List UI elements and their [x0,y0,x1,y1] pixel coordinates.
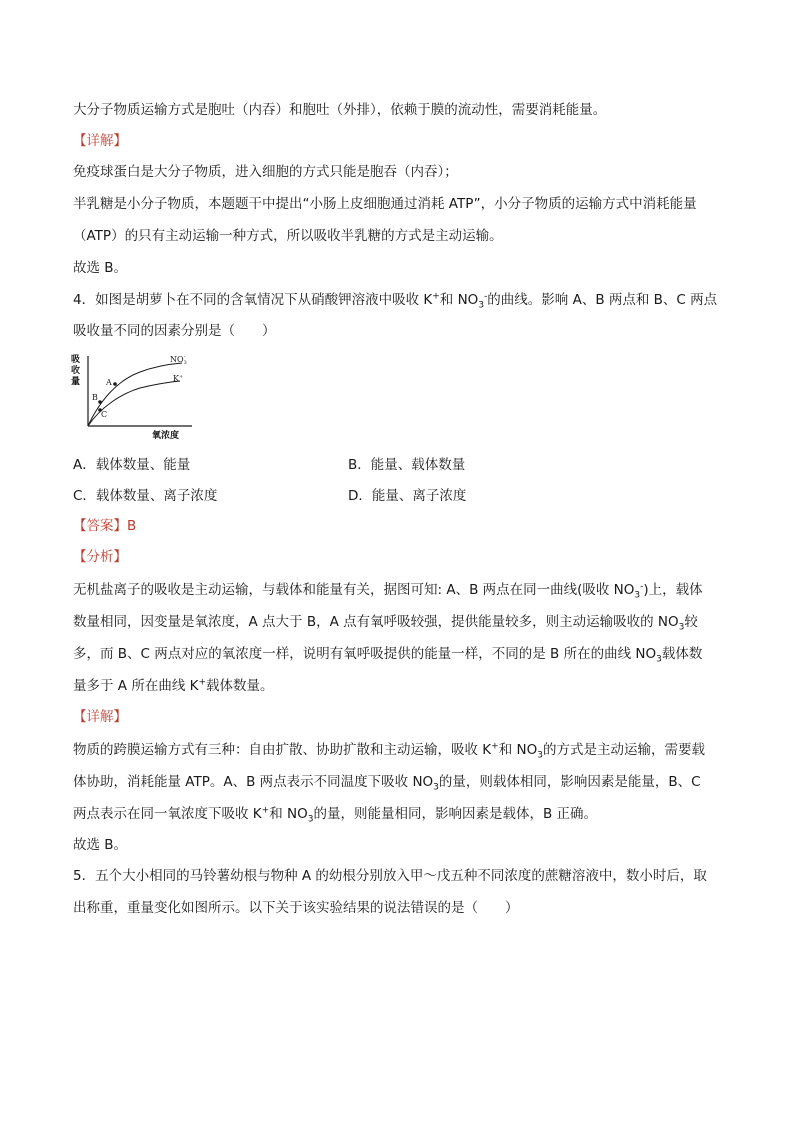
k-series-label: K+ [173,374,184,383]
q5-stem-line-1: 5．五个大小相同的马铃薯幼根与物种 A 的幼根分别放入甲～戊五种不同浓度的蔗糖溶液中，数小时后，取 [73,868,707,884]
x-axis-label: 氧浓度 [152,431,180,441]
q4-stem-line-2: 吸收量不同的因素分别是（ ） [73,323,276,339]
no3-series-label: $NO_3-$ [170,354,187,366]
detail-line-3: 两点表示在同一氧浓度下吸收 K+和 $NO_3$的量，则能量相同，影响因素是载体，B 正确。 [73,805,598,825]
q4-conclusion: 故选 B。 [73,837,128,853]
prev-detail-line-1: 免疫球蛋白是大分子物质，进入细胞的方式只能是胞吞（内吞）； [73,164,458,180]
analysis-tag: 【分析】 [73,549,127,565]
point-b-marker [98,400,102,404]
option-a[interactable]: A．载体数量、能量 [73,457,191,473]
prev-conclusion: 故选 B。 [73,260,128,276]
point-c-label: C [101,410,108,419]
q4-stem-line-1: 4．如图是胡萝卜在不同的含氧情况下从硝酸钾溶液中吸收 K+和 $NO_3^-$的曲线。影响 A、B 两点和 B、C 两点 [73,291,718,311]
point-a-marker [113,382,117,386]
answer-line: 【答案】B [73,518,137,534]
point-a-label: A [106,378,112,387]
option-b[interactable]: B．能量、载体数量 [348,457,466,473]
uptake-curve-figure [70,350,200,442]
detail-line-2: 体协助，消耗能量 ATP。A、B 两点表示不同温度下吸收 $NO_3$的量，则载体相同，影响因素是能量，B、C [73,774,701,793]
prev-analysis-line: 大分子物质运输方式是胞吐（内吞）和胞吐（外排），依赖于膜的流动性，需要消耗能量。 [73,102,607,118]
analysis-line-4: 量多于 A 所在曲线 K+载体数量。 [73,677,274,694]
point-b-label: B [92,393,98,402]
option-d[interactable]: D．能量、离子浓度 [348,488,467,504]
analysis-line-3: 多，而 B、C 两点对应的氧浓度一样，说明有氧呼吸提供的能量一样，不同的是 B 所在的曲线 $NO_3$载体数 [73,646,703,665]
q5-stem-line-2: 出称重，重量变化如图所示。以下关于该实验结果的说法错误的是（ ） [73,900,519,916]
y-label-char-3: 量 [71,377,81,387]
analysis-line-1: 无机盐离子的吸收是主动运输，与载体和能量有关，据图可知: A、B 两点在同一曲线(吸收 $NO_3^-$)上，载体 [73,581,703,601]
analysis-line-2: 数量相同，因变量是氧浓度，A 点大于 B，A 点有氧呼吸较强，提供能量较多，则主动运输吸收的 $NO_3$较 [73,614,698,633]
k-curve [88,381,180,426]
y-label-char-2: 收 [71,366,81,376]
prev-detail-line-2: 半乳糖是小分子物质，本题题干中提出“小肠上皮细胞通过消耗 ATP”，小分子物质的运输方式中消耗能量 [73,196,697,212]
detail-line-1: 物质的跨膜运输方式有三种：自由扩散、协助扩散和主动运输，吸收 K+和 $NO_3$的方式是主动运输，需要载 [73,741,705,761]
y-label-char-1: 吸 [71,355,81,365]
prev-detail-line-3: （ATP）的只有主动运输一种方式，所以吸收半乳糖的方式是主动运输。 [73,228,503,244]
prev-detail-tag: 【详解】 [73,133,127,149]
detail-tag: 【详解】 [73,709,127,725]
option-c[interactable]: C．载体数量、离子浓度 [73,488,218,504]
